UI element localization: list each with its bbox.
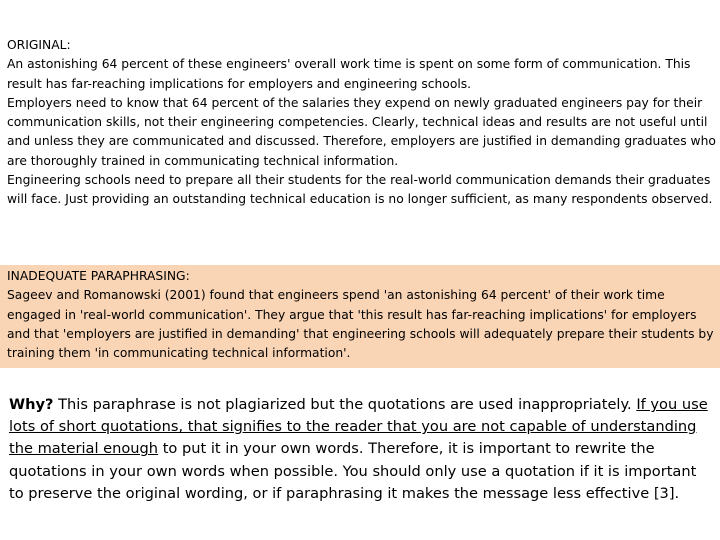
original-paragraph-3: Engineering schools need to prepare all their students for the real-world communication demands their graduates will face. Just providing an outstanding technical education is no longer sufficient, as many respondents observed.	[7, 173, 713, 207]
inadequate-text: Sageev and Romanowski (2001) found that engineers spend 'an astonishing 64 percent' of their work time engaged in 'real-world communication'. They argue that 'this result has far-reaching implications' for employers and that 'employers are justified in demanding' that engineering schools will adequately prepare their students by training them 'in communicating technical information'.	[7, 288, 714, 361]
inadequate-paraphrasing-box	[0, 265, 720, 368]
inadequate-heading: INADEQUATE PARAPHRASING:	[7, 269, 190, 283]
original-paragraph-1: An astonishing 64 percent of these engineers' overall work time is spent on some form of communication. This result has far-reaching implications for employers and engineering schools.	[7, 57, 691, 91]
why-explanation	[0, 394, 720, 527]
original-heading: ORIGINAL:	[7, 38, 71, 52]
why-intro: This paraphrase is not plagiarized but the quotations are used inappropriately.	[53, 396, 637, 413]
why-underlined-text: If you use lots of short quotations, that signifies to the reader that you are not capable of understanding the material enough	[9, 396, 708, 458]
why-paragraph	[9, 394, 712, 505]
why-label: Why?	[9, 396, 54, 413]
why-rest: to put it in your own words. Therefore, it is important to rewrite the quotations in your own words when possible. You should only use a quotation if it is important to preserve the original wording, or if paraphrasing it makes the message less effective [3].	[9, 440, 697, 502]
original-paragraph-2: Employers need to know that 64 percent of the salaries they expend on newly graduated engineers pay for their communication skills, not their engineering competencies. Clearly, technical ideas and results are not useful until and unless they are communicated and discussed. Therefore, employers are justified in demanding graduates who are thoroughly trained in communicating technical information.	[7, 95, 716, 168]
original-passage	[0, 36, 720, 232]
